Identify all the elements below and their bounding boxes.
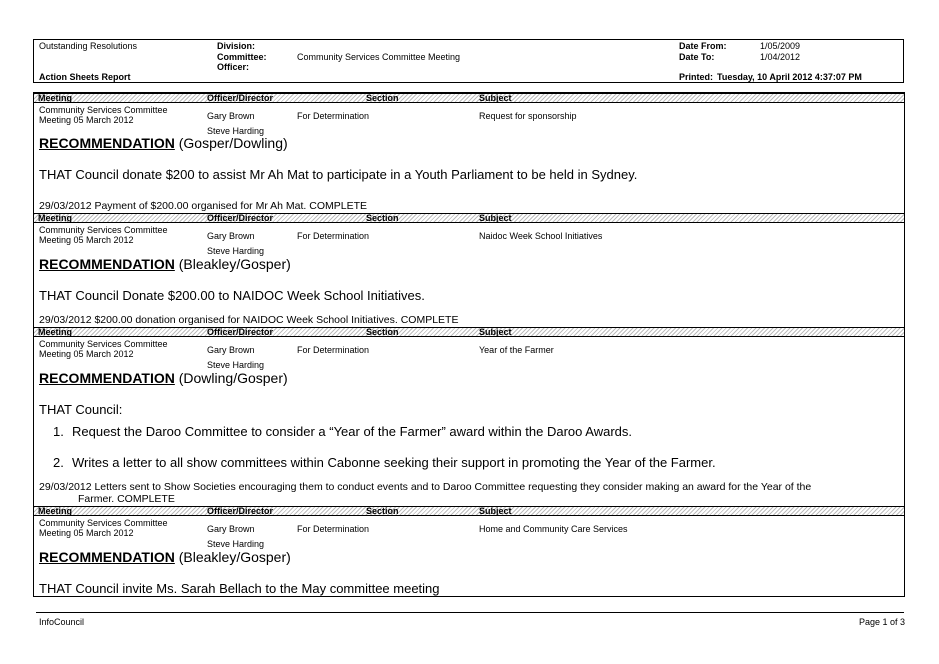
action-note: 29/03/2012 Payment of $200.00 organised for Mr Ah Mat. COMPLETE xyxy=(39,200,368,212)
col-meeting: Meeting xyxy=(38,213,73,223)
recommendation-movers: (Dowling/Gosper) xyxy=(174,370,288,386)
col-subject: Subject xyxy=(479,93,512,103)
section-value: For Determination xyxy=(297,231,370,241)
recommendation-title: RECOMMENDATION xyxy=(39,135,175,151)
meeting-name: Community Services Committee xyxy=(39,518,168,528)
officer-name: Gary Brown xyxy=(207,345,255,355)
col-subject: Subject xyxy=(479,327,512,337)
action-note-continued: Farmer. COMPLETE xyxy=(78,493,175,505)
director-name: Steve Harding xyxy=(207,539,265,549)
printed-value: Tuesday, 10 April 2012 4:37:07 PM xyxy=(717,72,862,82)
col-meeting: Meeting xyxy=(38,327,73,337)
report-category: Outstanding Resolutions xyxy=(39,41,138,51)
meeting-date: Meeting 05 March 2012 xyxy=(39,115,134,125)
recommendation-movers: (Bleakley/Gosper) xyxy=(174,256,291,272)
recommendation-movers: (Gosper/Dowling) xyxy=(174,135,288,151)
resolution-text: THAT Council invite Ms. Sarah Bellach to the May committee meeting xyxy=(39,581,440,596)
officer-label: Officer: xyxy=(217,62,250,72)
meeting-date: Meeting 05 March 2012 xyxy=(39,528,134,538)
director-name: Steve Harding xyxy=(207,126,265,136)
meeting-name: Community Services Committee xyxy=(39,339,168,349)
officer-name: Gary Brown xyxy=(207,524,255,534)
recommendation-movers: (Bleakley/Gosper) xyxy=(174,549,291,565)
list-number: 1. xyxy=(53,424,64,439)
meeting-name: Community Services Committee xyxy=(39,225,168,235)
section-value: For Determination xyxy=(297,524,370,534)
recommendation-heading xyxy=(39,370,288,386)
action-note: 29/03/2012 $200.00 donation organised for NAIDOC Week School Initiatives. COMPLETE xyxy=(39,314,459,326)
recommendation-heading xyxy=(39,135,288,151)
column-header-row xyxy=(34,506,904,516)
col-officer: Officer/Director xyxy=(207,327,274,337)
committee-label: Committee: xyxy=(217,52,267,62)
officer-name: Gary Brown xyxy=(207,231,255,241)
col-section: Section xyxy=(366,213,399,223)
col-officer: Officer/Director xyxy=(207,93,274,103)
printed-label: Printed: xyxy=(679,72,714,82)
col-section: Section xyxy=(366,93,399,103)
footer-brand: InfoCouncil xyxy=(39,617,85,627)
resolution-text: THAT Council donate $200 to assist Mr Ah Mat to participate in a Youth Parliament to be held in Sydney. xyxy=(39,167,638,182)
footer-divider xyxy=(36,612,904,613)
col-subject: Subject xyxy=(479,213,512,223)
meeting-date: Meeting 05 March 2012 xyxy=(39,349,134,359)
section-value: For Determination xyxy=(297,111,370,121)
col-section: Section xyxy=(366,327,399,337)
column-header-row xyxy=(34,327,904,337)
col-officer: Officer/Director xyxy=(207,506,274,516)
meeting-date: Meeting 05 March 2012 xyxy=(39,235,134,245)
meeting-name: Community Services Committee xyxy=(39,105,168,115)
director-name: Steve Harding xyxy=(207,360,265,370)
subject-value: Request for sponsorship xyxy=(479,111,577,121)
recommendation-heading xyxy=(39,549,291,565)
column-header-row xyxy=(34,93,904,103)
subject-value: Home and Community Care Services xyxy=(479,524,628,534)
committee-value: Community Services Committee Meeting xyxy=(297,52,461,62)
section-value: For Determination xyxy=(297,345,370,355)
officer-name: Gary Brown xyxy=(207,111,255,121)
director-name: Steve Harding xyxy=(207,246,265,256)
division-label: Division: xyxy=(217,41,256,51)
col-meeting: Meeting xyxy=(38,93,73,103)
date-from-label: Date From: xyxy=(679,41,727,51)
resolution-text: THAT Council: xyxy=(39,402,123,417)
action-note: 29/03/2012 Letters sent to Show Societies encouraging them to conduct events and to Daroo Committee requesting they consider making an award for the Year of the xyxy=(39,481,812,493)
list-item-text: Request the Daroo Committee to consider a “Year of the Farmer” award within the Daroo Awards. xyxy=(72,424,632,439)
page-number: Page 1 of 3 xyxy=(859,617,906,627)
col-officer: Officer/Director xyxy=(207,213,274,223)
list-number: 2. xyxy=(53,455,64,470)
col-section: Section xyxy=(366,506,399,516)
report-name: Action Sheets Report xyxy=(39,72,131,82)
date-from-value: 1/05/2009 xyxy=(760,41,801,51)
date-to-value: 1/04/2012 xyxy=(760,52,801,62)
resolution-text: THAT Council Donate $200.00 to NAIDOC Week School Initiatives. xyxy=(39,288,425,303)
subject-value: Year of the Farmer xyxy=(479,345,554,355)
recommendation-title: RECOMMENDATION xyxy=(39,370,175,386)
list-item-text: Writes a letter to all show committees within Cabonne seeking their support in promoting the Year of the Farmer. xyxy=(72,455,716,470)
col-meeting: Meeting xyxy=(38,506,73,516)
col-subject: Subject xyxy=(479,506,512,516)
recommendation-title: RECOMMENDATION xyxy=(39,549,175,565)
subject-value: Naidoc Week School Initiatives xyxy=(479,231,603,241)
recommendation-title: RECOMMENDATION xyxy=(39,256,175,272)
date-to-label: Date To: xyxy=(679,52,715,62)
column-header-row xyxy=(34,213,904,223)
recommendation-heading xyxy=(39,256,291,272)
